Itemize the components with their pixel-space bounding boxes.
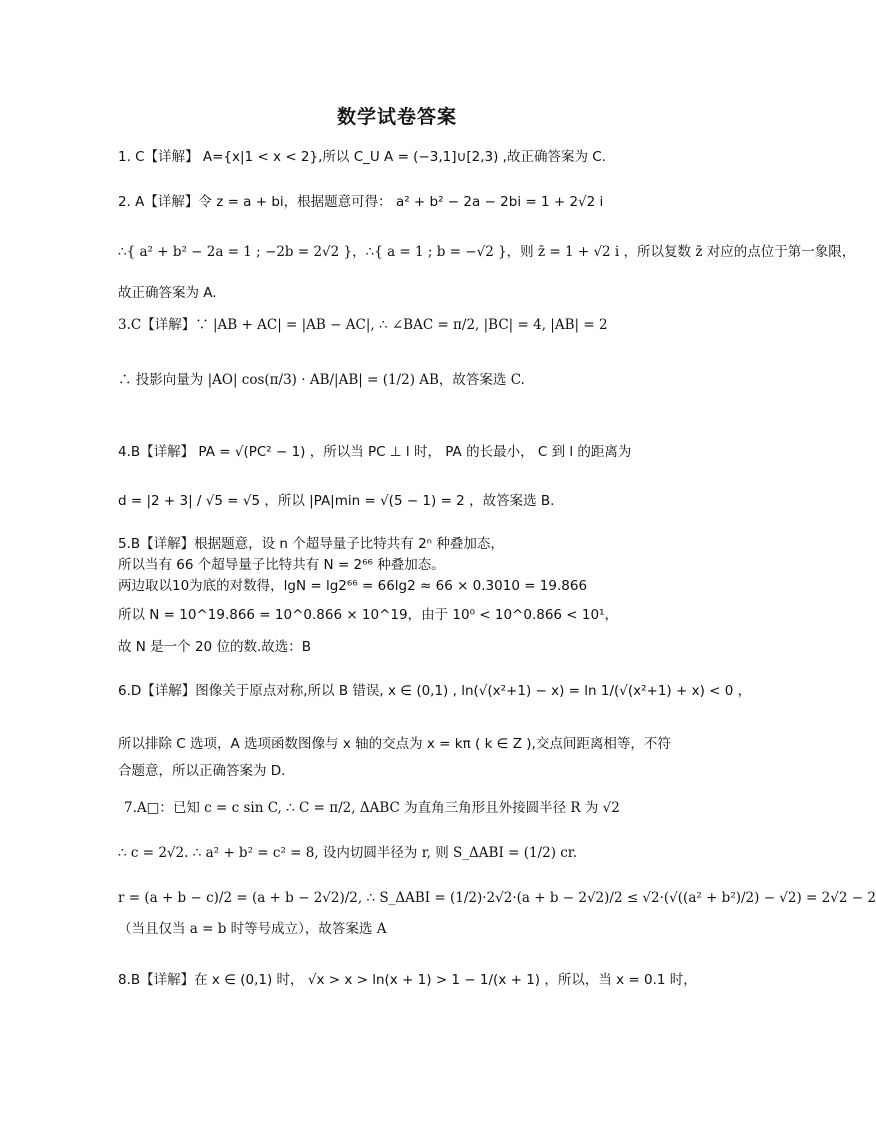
page-title: 数学试卷答案	[336, 106, 457, 128]
answer-line-10: 所以当有 66 个超导量子比特共有 N = 2⁶⁶ 种叠加态。	[118, 557, 445, 573]
answer-line-16: 合题意，所以正确答案为 D.	[118, 763, 286, 779]
answer-line-14: 6.D【详解】图像关于原点对称,所以 B 错误, x ∈ (0,1) , ln(√(x²+1) − x) = ln 1/(√(x²+1) + x) < 0 ，	[118, 683, 752, 699]
answer-line-6: ∴ 投影向量为 |AO| cos(π/3) · AB/|AB| = (1/2) AB，故答案选 C.	[118, 372, 525, 388]
answer-line-8: d = |2 + 3| / √5 = √5 ，所以 |PA|min = √(5 − 1) = 2 ，故答案选 B.	[118, 493, 555, 509]
answer-line-12: 所以 N = 10^19.866 = 10^0.866 × 10^19，由于 10⁰ < 10^0.866 < 10¹，	[118, 607, 619, 623]
answer-line-15: 所以排除 C 选项，A 选项函数图像与 x 轴的交点为 x = kπ ( k ∈ Z ),交点间距离相等，不符	[118, 736, 671, 752]
answer-line-5: 3.C【详解】∵ |AB + AC| = |AB − AC|, ∴ ∠BAC = π/2, |BC| = 4, |AB| = 2	[118, 317, 608, 333]
answer-line-21: 8.B【详解】在 x ∈ (0,1) 时， √x > x > ln(x + 1) > 1 − 1/(x + 1) ，所以，当 x = 0.1 时，	[118, 972, 697, 988]
answer-line-19: r = (a + b − c)/2 = (a + b − 2√2)/2, ∴ S_ΔABI = (1/2)·2√2·(a + b − 2√2)/2 ≤ √2·(√((a² + b²)/2) − √2) = 2√2 − 2	[118, 890, 876, 906]
answer-line-7: 4.B【详解】 PA = √(PC² − 1) ，所以当 PC ⊥ l 时， PA 的长最小， C 到 l 的距离为	[118, 444, 632, 460]
answer-line-9: 5.B【详解】根据题意，设 n 个超导量子比特共有 2ⁿ 种叠加态，	[118, 536, 504, 552]
answer-line-17: 7.A□：已知 c = c sin C, ∴ C = π/2, ΔABC 为直角三角形且外接圆半径 R 为 √2	[124, 800, 620, 816]
answer-line-20: （当且仅当 a = b 时等号成立），故答案选 A	[118, 921, 387, 937]
answer-line-4: 故正确答案为 A.	[118, 285, 217, 301]
answer-line-1: 1. C【详解】 A={x|1 < x < 2},所以 C_U A = (−3,1]∪[2,3) ,故正确答案为 C.	[118, 149, 606, 165]
answer-line-18: ∴ c = 2√2. ∴ a² + b² = c² = 8, 设内切圆半径为 r, 则 S_ΔABI = (1/2) cr.	[118, 845, 578, 861]
answer-line-2: 2. A【详解】令 z = a + bi，根据题意可得： a² + b² − 2a − 2bi = 1 + 2√2 i	[118, 194, 604, 210]
answer-line-11: 两边取以10为底的对数得，lgN = lg2⁶⁶ = 66lg2 ≈ 66 × 0.3010 = 19.866	[118, 578, 588, 594]
answer-line-3: ∴{ a² + b² − 2a = 1 ; −2b = 2√2 }，∴{ a = 1 ; b = −√2 }，则 z̄ = 1 + √2 i ，所以复数 z̄ 对应的点位于第一象限，	[118, 244, 856, 260]
answer-line-13: 故 N 是一个 20 位的数.故选：B	[118, 639, 311, 655]
